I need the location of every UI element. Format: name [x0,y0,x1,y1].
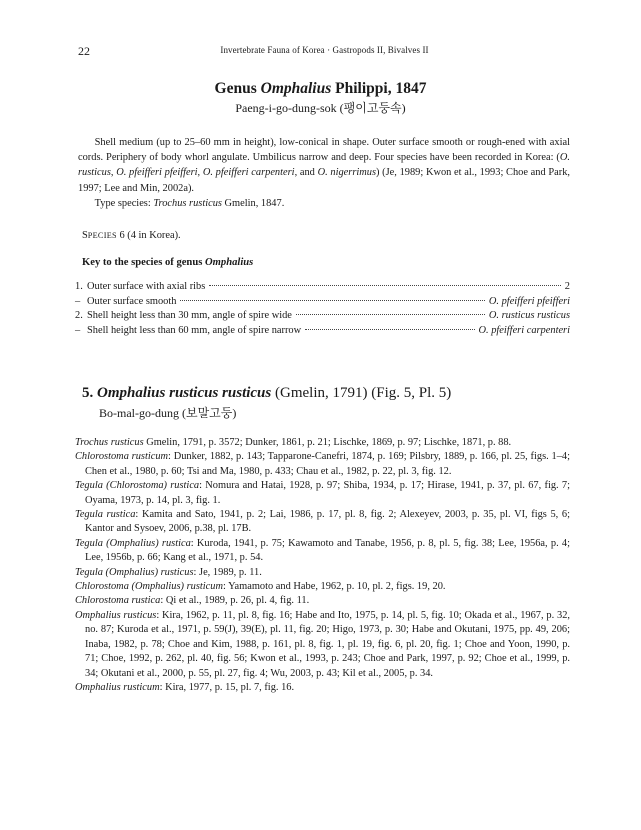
genus-name: Omphalius [260,80,332,97]
separator: , [110,167,117,179]
synonym-refs: : Dunker, 1882, p. 143; Tapparone-Canefri, 1874, p. 169; Pilsbry, 1889, p. 166, pl. 25, figs. 1–4; Chen et al., 1980, p. 60; Tsi and Ma, 1980, p. 433; Chau et al., 1982, p. 22, pl. 3, fig. 12. [85,451,570,477]
key-target: O. pfeifferi carpenteri [478,324,570,336]
synonymy-entry [75,479,570,508]
species-name: Omphalius rusticus rusticus [97,385,272,401]
species-count-label: PECIES [87,231,117,240]
type-species-author: Gmelin, 1847. [221,198,285,209]
species-ref: O. nigerrimus [317,167,376,179]
separator: , [197,167,203,179]
synonymy-entry [75,450,570,479]
key-text: Outer surface with axial ribs [87,281,206,292]
synonym-name: Tegula (Omphalius) rusticus [75,566,194,578]
genus-label: Genus [214,80,261,97]
leader-dots [209,285,561,286]
synonymy-entry [75,580,570,594]
synonym-refs: : Kira, 1977, p. 15, pl. 7, fig. 16. [159,681,295,693]
running-head [78,44,571,60]
synonymy-entry [75,609,570,681]
synonym-refs: : Nomura and Hatai, 1928, p. 97; Shiba, 1934, p. 17; Hirase, 1941, p. 37, pl. 67, fig. 7; Oyama, 1973, p. 14, pl. 3, fig. 1. [85,480,570,506]
synonym-name: Chlorostoma rusticum [75,451,169,463]
type-species [78,196,587,211]
species-author: (Gmelin, 1791) (Fig. 5, Pl. 5) [271,385,452,401]
leader-dots [296,314,485,315]
key-marker: – [75,295,81,307]
key-heading [82,257,253,268]
key-text: Shell height less than 30 mm, angle of spire wide [87,310,292,322]
genus-pronunciation: Paeng-i-go-dung-sok (팽이고둥속) [235,101,406,115]
description-text: ) (Je, 1989; Kwon et al., 1993; Choe and Park, 1997; Lee and Min, 2002a). [78,167,571,194]
synonym-refs: : Kuroda, 1941, p. 75; Kawamoto and Tanabe, 1956, p. 8, pl. 5, fig. 38; Lee, 1956a, p. 4; Lee, 1956b, p. 66; Kang et al., 1971, p. 54. [85,537,571,564]
key-row [75,281,570,296]
synonymy-entry [75,537,570,566]
type-species-name: Trochus rusticus [153,198,222,209]
key-marker: – [75,324,81,336]
species-count-value: 6 (4 in Korea). [116,230,181,241]
identification-key [75,281,570,339]
leader-dots [305,329,474,330]
key-text: Shell height less than 60 mm, angle of spire narrow [87,324,302,336]
synonym-name: Chlorostoma (Omphalius) rusticum [75,581,223,593]
species-ref: O. rusticus [78,152,570,179]
synonym-name: Chlorostoma rustica [75,595,161,607]
synonymy-entry [75,436,570,450]
genus-title [0,80,641,98]
synonymy-list [75,436,570,695]
synonym-name: Omphalius rusticum [75,681,160,693]
synonym-refs: : Yamamoto and Habe, 1962, p. 10, pl. 2, figs. 19, 20. [222,581,446,593]
genus-description [78,135,570,196]
species-ref: O. pfeifferi pfeifferi [116,167,198,179]
synonymy-entry [75,681,570,695]
key-row [75,296,570,311]
type-species-label: Type species: [94,198,154,209]
running-title: Invertebrate Fauna of Korea · Gastropods II, Bivalves II [220,45,429,55]
synonymy-entry [75,566,570,580]
key-text: Outer surface smooth [87,295,177,307]
synonym-name: Omphalius rusticus [75,609,157,621]
synonym-name: Tegula (Omphalius) rustica [75,537,191,549]
species-ref: O. pfeifferi carpenteri [202,167,295,179]
key-target: O. pfeifferi pfeifferi [488,295,570,307]
species-count [82,230,181,241]
key-target: O. rusticus rusticus [488,310,570,322]
species-count-initial: S [82,230,88,241]
synonym-name: Trochus rusticus [75,437,144,448]
leader-dots [180,300,484,301]
key-marker: 2. [75,310,83,322]
synonym-refs: : Kamita and Sato, 1941, p. 2; Lai, 1986, p. 17, pl. 8, fig. 2; Alexeyev, 2003, p. 35, pl. VI, figs 5, 6; Kantor and Sysoev, 2006, p.38, pl. 17B. [85,509,570,535]
species-pronunciation: Bo-mal-go-dung (보말고둥) [99,406,237,420]
page-number: 22 [78,44,90,58]
key-marker: 1. [75,281,83,292]
genus-author: Philippi, 1847 [331,80,427,97]
synonym-refs: : Kira, 1962, p. 11, pl. 8, fig. 16; Habe and Ito, 1975, p. 14, pl. 5, fig. 10; Okada et al., 1967, p. 32, no. 87; Kuroda et al., 1971, p. 59(J), 39(E), pl. 11, fig. 20; Higo, 1973, p. 30; Habe and Okutani, 1975, pp. 49, 206; Inaba, 1982, p. 78; Choe and Kim, 1988, p. 161, pl. 8, fig. 1, pl. 19, fig. 6, pl. 20, fig. 1; Choe and Yoon, 1990, p. 71; Choe, 1992, p. 262, pl. 40, fig. 56; Kwon et al., 1993, p. 243; Choe and Park, 1997, p. 92; Choe et al., 1999, p. 34; Okutani et al., 2000, p. 55, pl. 27, fig. 4; Wu, 2003, p. 43; Kil et al., 2005, p. 34. [85,609,570,679]
synonym-refs: : Je, 1989, p. 11. [193,566,262,578]
species-number: 5. [82,385,97,401]
synonym-refs: Gmelin, 1791, p. 3572; Dunker, 1861, p. 21; Lischke, 1869, p. 97; Lischke, 1871, p. 88. [143,437,512,448]
synonymy-entry [75,594,570,608]
synonym-refs: : Qi et al., 1989, p. 26, pl. 4, fig. 11. [160,595,310,607]
synonym-name: Tegula (Chlorostoma) rustica [75,480,200,492]
synonymy-entry [75,508,570,537]
key-target: 2 [564,281,570,292]
synonym-name: Tegula rustica [75,509,136,521]
description-text: Shell medium (up to 25–60 mm in height), low-conical in shape. Outer surface smooth or rough-ened with axial cords. Periphery of body whorl angulate. Umbilicus narrow and deep. Four species have been recorded in Korea: ( [78,137,570,164]
key-row [75,310,570,325]
key-heading-genus: Omphalius [205,257,254,268]
key-heading-text: Key to the species of genus [82,257,205,268]
key-row [75,325,570,340]
species-heading [82,385,451,402]
separator: , and [294,167,318,179]
